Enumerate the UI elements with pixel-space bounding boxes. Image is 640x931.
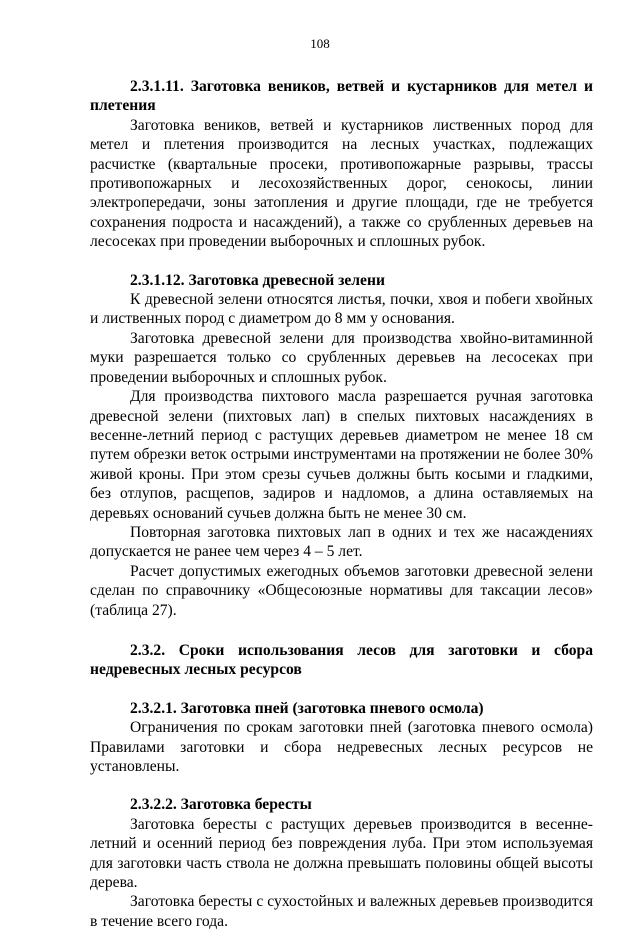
section-spacer — [90, 252, 593, 271]
paragraph: Повторная заготовка пихтовых лап в одних и тех же насаждениях допускается не ранее чем через 4 – 5 лет. — [90, 523, 593, 561]
paragraph: Заготовка бересты с сухостойных и валежных деревьев производится в течение всего года. — [90, 893, 593, 930]
paragraph: К древесной зелени относятся листья, почки, хвоя и побеги хвойных и лиственных пород с диаметром до 8 мм у основания. — [90, 291, 593, 328]
paragraph: Заготовка древесной зелени для производства хвойно-витаминной муки разрешается только со срубленных деревьев на лесосеках при проведении выборочных и сплошных рубок. — [90, 329, 593, 386]
section-heading: 2.3.1.12. Заготовка древесной зелени — [130, 271, 385, 289]
page-number: 108 — [310, 36, 330, 51]
section-heading: 2.3.2. Сроки использования лесов для заготовки и сбора недревесных лесных ресурсов — [90, 641, 593, 679]
section-2-3-1-11 — [90, 77, 593, 252]
section-2-3-1-12 — [90, 271, 593, 620]
paragraph: Для производства пихтового масла разрешается ручная заготовка древесной зелени (пихтовых лап) в спелых пихтовых насаждениях в весенне-летний период с растущих деревьев диаметром не менее 18 см путем обрезки веток острыми инструментами на протяжении не более 30% живой кроны. При этом срезы сучьев должны быть косыми и гладкими, без отлупов, расщепов, задиров и надломов, а длина оставляемых на деревьях оснований сучьев должна быть не менее 30 см. — [90, 388, 593, 522]
paragraph: Заготовка веников, ветвей и кустарников лиственных пород для метел и плетения производится на лесных участках, подлежащих расчистке (квартальные просеки, противопожарные разрывы, трассы противопожарных и лесохозяйственных дорог, сенокосы, линии электропередачи, зоны затопления и другие площади, где не требуется сохранения подроста и насаждений), а также со срубленных деревьев на лесосеках при проведении выборочных и сплошных рубок. — [90, 116, 593, 251]
section-spacer — [90, 680, 593, 699]
section-spacer — [90, 620, 593, 641]
section-heading: 2.3.2.2. Заготовка бересты — [130, 796, 312, 814]
page-content — [90, 77, 593, 931]
paragraph: Ограничения по срокам заготовки пней (заготовка пневого осмола) Правилами заготовки и сбора недревесных лесных ресурсов не установлены. — [90, 719, 593, 775]
section-spacer — [90, 776, 593, 795]
section-2-3-2 — [90, 641, 593, 680]
section-2-3-2-2 — [90, 795, 593, 931]
section-heading: 2.3.2.1. Заготовка пней (заготовка пневого осмола) — [130, 699, 484, 717]
paragraph: Расчет допустимых ежегодных объемов заготовки древесной зелени сделан по справочнику «Общесоюзные нормативы для таксации лесов» (таблица 27). — [90, 562, 593, 619]
section-2-3-2-1 — [90, 699, 593, 777]
paragraph: Заготовка бересты с растущих деревьев производится в весенне-летний и осенний период без повреждения луба. При этом используемая для заготовки часть ствола не должна превышать половины общей высоты дерева. — [90, 815, 593, 892]
section-heading: 2.3.1.11. Заготовка веников, ветвей и кустарников для метел и плетения — [90, 78, 593, 115]
